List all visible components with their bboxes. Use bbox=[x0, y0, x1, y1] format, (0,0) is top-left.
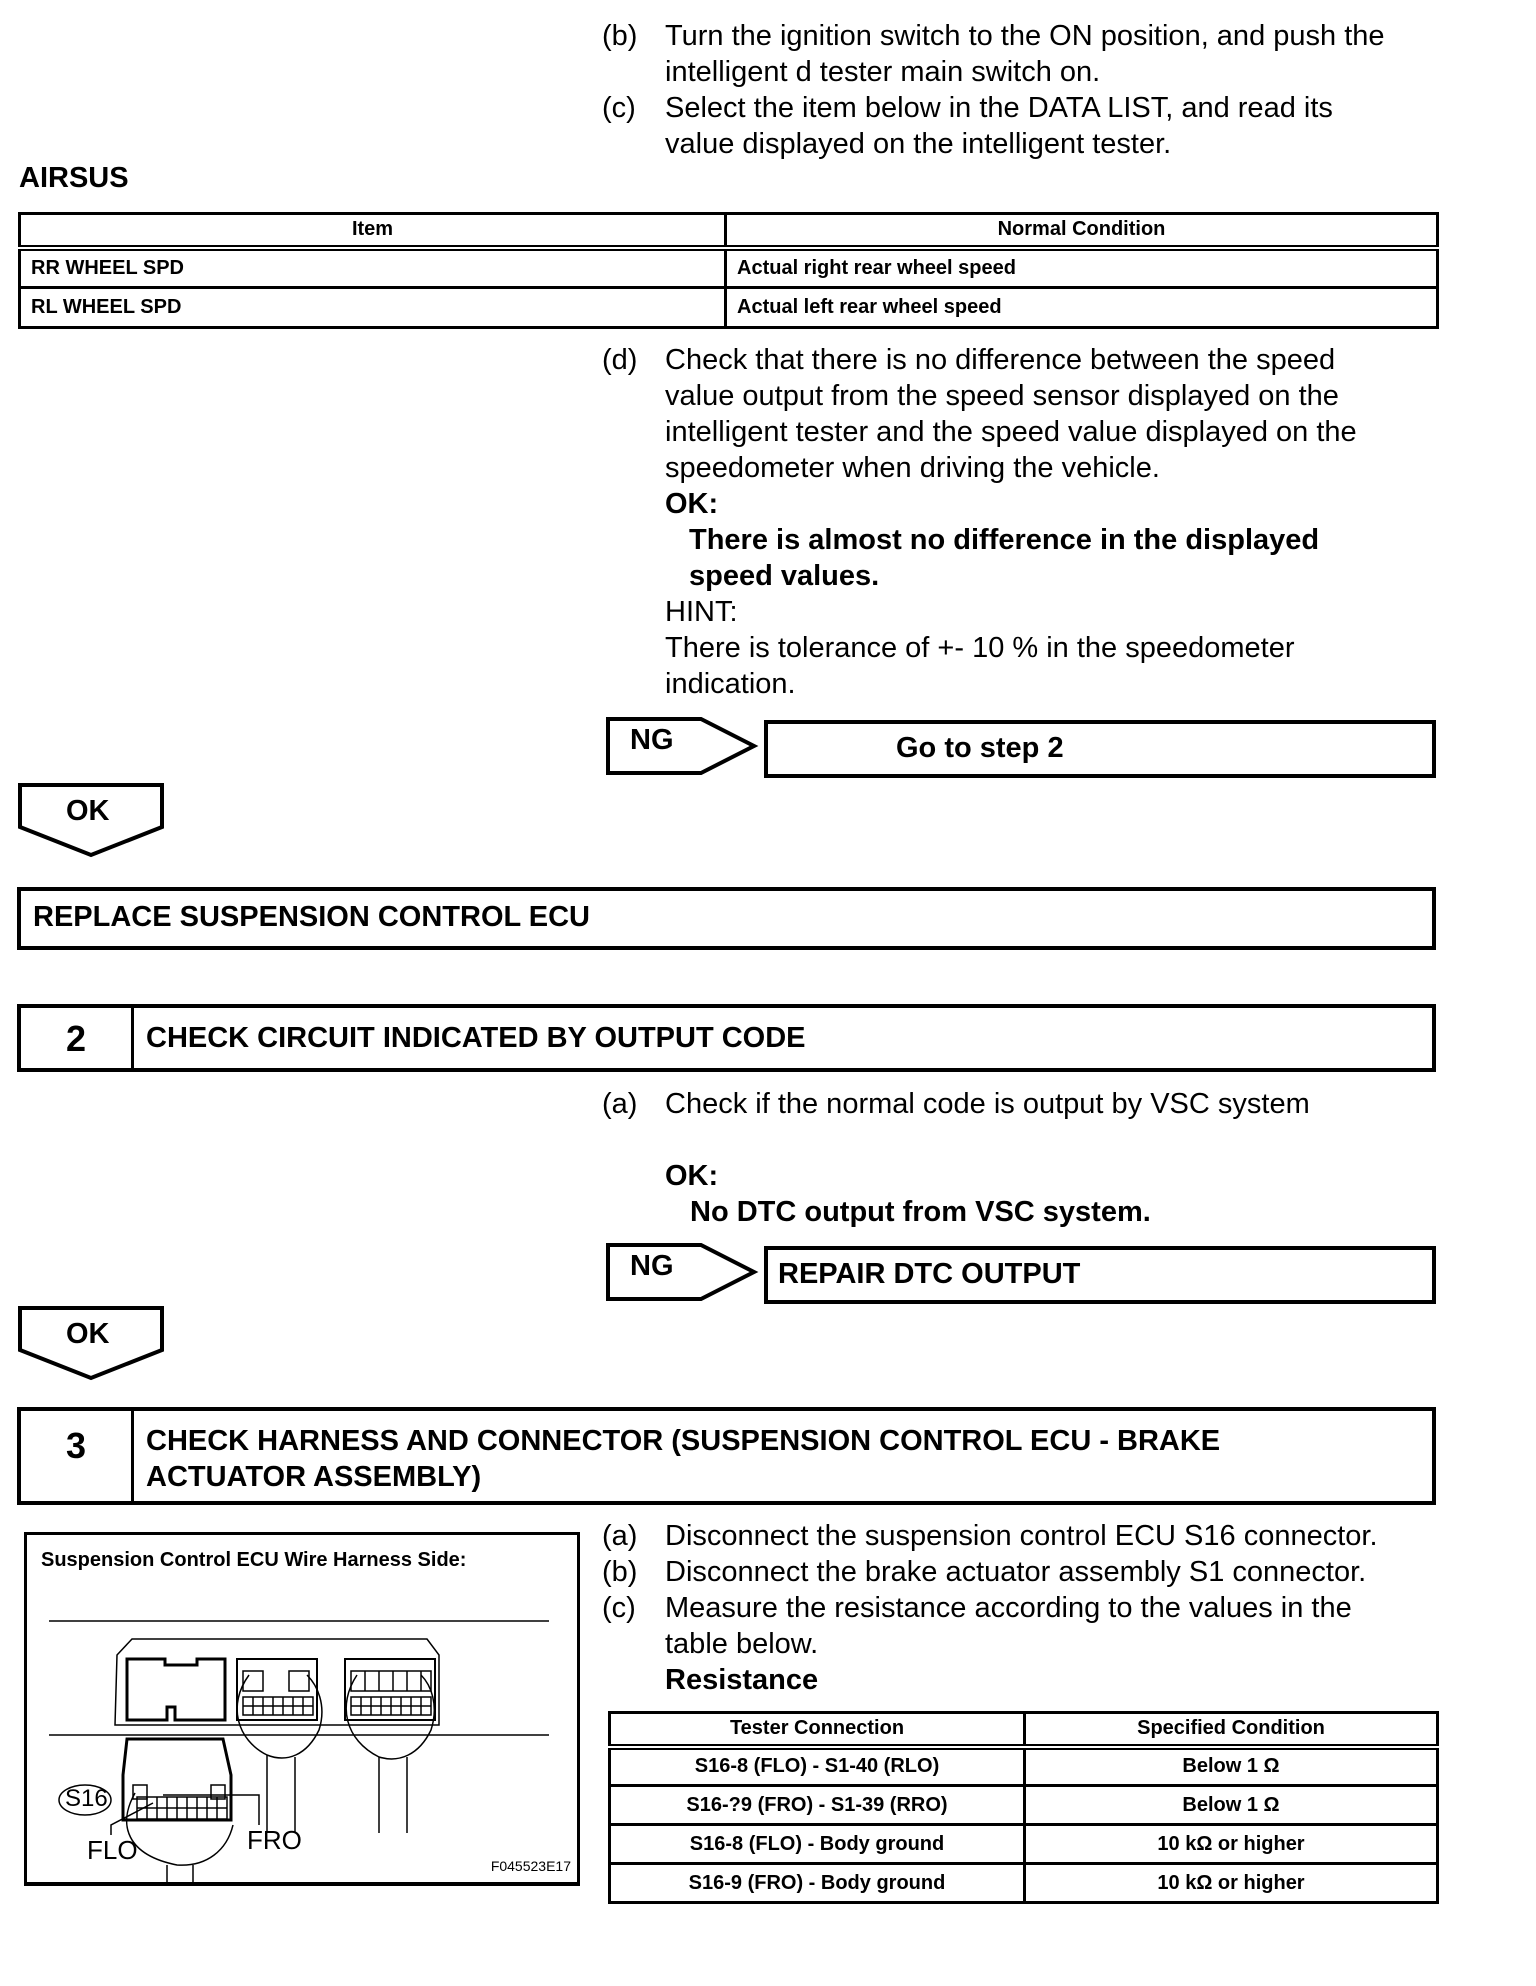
ok-condition: No DTC output from VSC system. bbox=[690, 1196, 1151, 1228]
hint-label: HINT: bbox=[665, 596, 738, 628]
cell-condition: Below 1 Ω bbox=[1025, 1786, 1438, 1825]
instruction-c bbox=[602, 90, 1502, 162]
ng-result-text: Go to step 2 bbox=[896, 732, 1064, 764]
cell-condition: Below 1 Ω bbox=[1025, 1747, 1438, 1786]
ng-result-box[interactable] bbox=[764, 720, 1436, 778]
cell-condition: Actual left rear wheel speed bbox=[726, 288, 1438, 328]
ecu-connector-illustration bbox=[27, 1535, 577, 1883]
hint-line: There is tolerance of +- 10 % in the speedometer bbox=[665, 632, 1295, 664]
ok-arrow-label: OK bbox=[66, 795, 110, 827]
ng-arrow-icon bbox=[606, 717, 758, 777]
column-header-normal-condition: Normal Condition bbox=[726, 214, 1438, 248]
ok-condition-line: speed values. bbox=[689, 560, 880, 592]
instruction-line: speedometer when driving the vehicle. bbox=[665, 452, 1160, 484]
instruction-line: intelligent d tester main switch on. bbox=[665, 56, 1101, 88]
pin-label-flo: FLO bbox=[87, 1835, 138, 1865]
instruction-d bbox=[602, 342, 1502, 702]
step-title-line: CHECK HARNESS AND CONNECTOR (SUSPENSION CONTROL ECU - BRAKE bbox=[146, 1425, 1221, 1457]
ok-arrow-label: OK bbox=[66, 1318, 110, 1350]
airsus-label: AIRSUS bbox=[19, 162, 129, 194]
instruction-b bbox=[602, 1554, 1502, 1590]
step1-instructions-top bbox=[602, 18, 1502, 162]
step-title: CHECK CIRCUIT INDICATED BY OUTPUT CODE bbox=[146, 1022, 806, 1054]
table-row bbox=[610, 1864, 1438, 1903]
pin-label-fro: FRO bbox=[247, 1825, 302, 1855]
instruction-line: Check that there is no difference between the speed bbox=[665, 344, 1336, 376]
table-header-row bbox=[610, 1713, 1438, 1747]
cell-item: RR WHEEL SPD bbox=[20, 248, 726, 288]
step-2-header bbox=[17, 1004, 1436, 1072]
step-number: 3 bbox=[21, 1411, 134, 1501]
cell-condition: Actual right rear wheel speed bbox=[726, 248, 1438, 288]
cell-item: RL WHEEL SPD bbox=[20, 288, 726, 328]
instruction-line: Select the item below in the DATA LIST, and read its bbox=[665, 92, 1333, 124]
table-row bbox=[610, 1786, 1438, 1825]
instruction-label: (a) bbox=[602, 1520, 638, 1552]
instruction-label: (c) bbox=[602, 1592, 636, 1624]
table-row bbox=[610, 1747, 1438, 1786]
instruction-line: Turn the ignition switch to the ON position, and push the bbox=[665, 20, 1385, 52]
resistance-label: Resistance bbox=[665, 1664, 819, 1696]
table-row bbox=[20, 248, 1438, 288]
table-row bbox=[610, 1825, 1438, 1864]
instruction-b bbox=[602, 18, 1502, 90]
instruction-line: Measure the resistance according to the values in the bbox=[665, 1592, 1352, 1624]
step-title-line: ACTUATOR ASSEMBLY) bbox=[146, 1461, 482, 1493]
instruction-line: value output from the speed sensor displayed on the bbox=[665, 380, 1339, 412]
ok-condition-line: There is almost no difference in the displayed bbox=[689, 524, 1320, 556]
instruction-line: value displayed on the intelligent tester. bbox=[665, 128, 1172, 160]
cell-condition: 10 kΩ or higher bbox=[1025, 1825, 1438, 1864]
ok-label: OK: bbox=[665, 1160, 719, 1192]
ng-result-box[interactable] bbox=[764, 1246, 1436, 1304]
resistance-table bbox=[608, 1711, 1439, 1904]
step2-instruction-a bbox=[602, 1086, 1502, 1122]
connector-label-s16: S16 bbox=[65, 1785, 108, 1812]
table-row bbox=[20, 288, 1438, 328]
ok-label: OK: bbox=[665, 488, 719, 520]
instruction-line: table below. bbox=[665, 1628, 819, 1660]
cell-connection: S16-9 (FRO) - Body ground bbox=[610, 1864, 1025, 1903]
ng-label: NG bbox=[630, 1250, 674, 1282]
instruction-text: Check if the normal code is output by VSC system bbox=[665, 1088, 1310, 1120]
column-header-specified-condition: Specified Condition bbox=[1025, 1713, 1438, 1747]
connector-diagram bbox=[24, 1532, 580, 1886]
step-3-header bbox=[17, 1407, 1436, 1505]
instruction-label: (a) bbox=[602, 1088, 638, 1120]
ng-label: NG bbox=[630, 724, 674, 756]
data-list-table bbox=[18, 212, 1439, 329]
diagram-caption: Suspension Control ECU Wire Harness Side: bbox=[41, 1549, 467, 1571]
instruction-line: intelligent tester and the speed value displayed on the bbox=[665, 416, 1357, 448]
instruction-a bbox=[602, 1518, 1502, 1554]
hint-line: indication. bbox=[665, 668, 796, 700]
replace-ecu-text: REPLACE SUSPENSION CONTROL ECU bbox=[33, 901, 590, 933]
instruction-label: (b) bbox=[602, 1556, 638, 1588]
step3-instructions bbox=[602, 1518, 1502, 1698]
column-header-tester-connection: Tester Connection bbox=[610, 1713, 1025, 1747]
cell-connection: S16-8 (FLO) - Body ground bbox=[610, 1825, 1025, 1864]
instruction-label: (b) bbox=[602, 20, 638, 52]
ng-result-text: REPAIR DTC OUTPUT bbox=[778, 1258, 1081, 1290]
instruction-c bbox=[602, 1590, 1502, 1698]
instruction-label: (c) bbox=[602, 92, 636, 124]
ng-arrow-icon bbox=[606, 1243, 758, 1303]
cell-connection: S16-8 (FLO) - S1-40 (RLO) bbox=[610, 1747, 1025, 1786]
instruction-line: Disconnect the suspension control ECU S16 connector. bbox=[665, 1520, 1378, 1552]
instruction-line: Disconnect the brake actuator assembly S1 connector. bbox=[665, 1556, 1367, 1588]
instruction-label: (d) bbox=[602, 344, 638, 376]
cell-condition: 10 kΩ or higher bbox=[1025, 1864, 1438, 1903]
column-header-item: Item bbox=[20, 214, 726, 248]
figure-code: F045523E17 bbox=[490, 1858, 571, 1874]
replace-ecu-box[interactable] bbox=[17, 887, 1436, 950]
step-number: 2 bbox=[21, 1008, 134, 1068]
table-header-row bbox=[20, 214, 1438, 248]
cell-connection: S16-?9 (FRO) - S1-39 (RRO) bbox=[610, 1786, 1025, 1825]
